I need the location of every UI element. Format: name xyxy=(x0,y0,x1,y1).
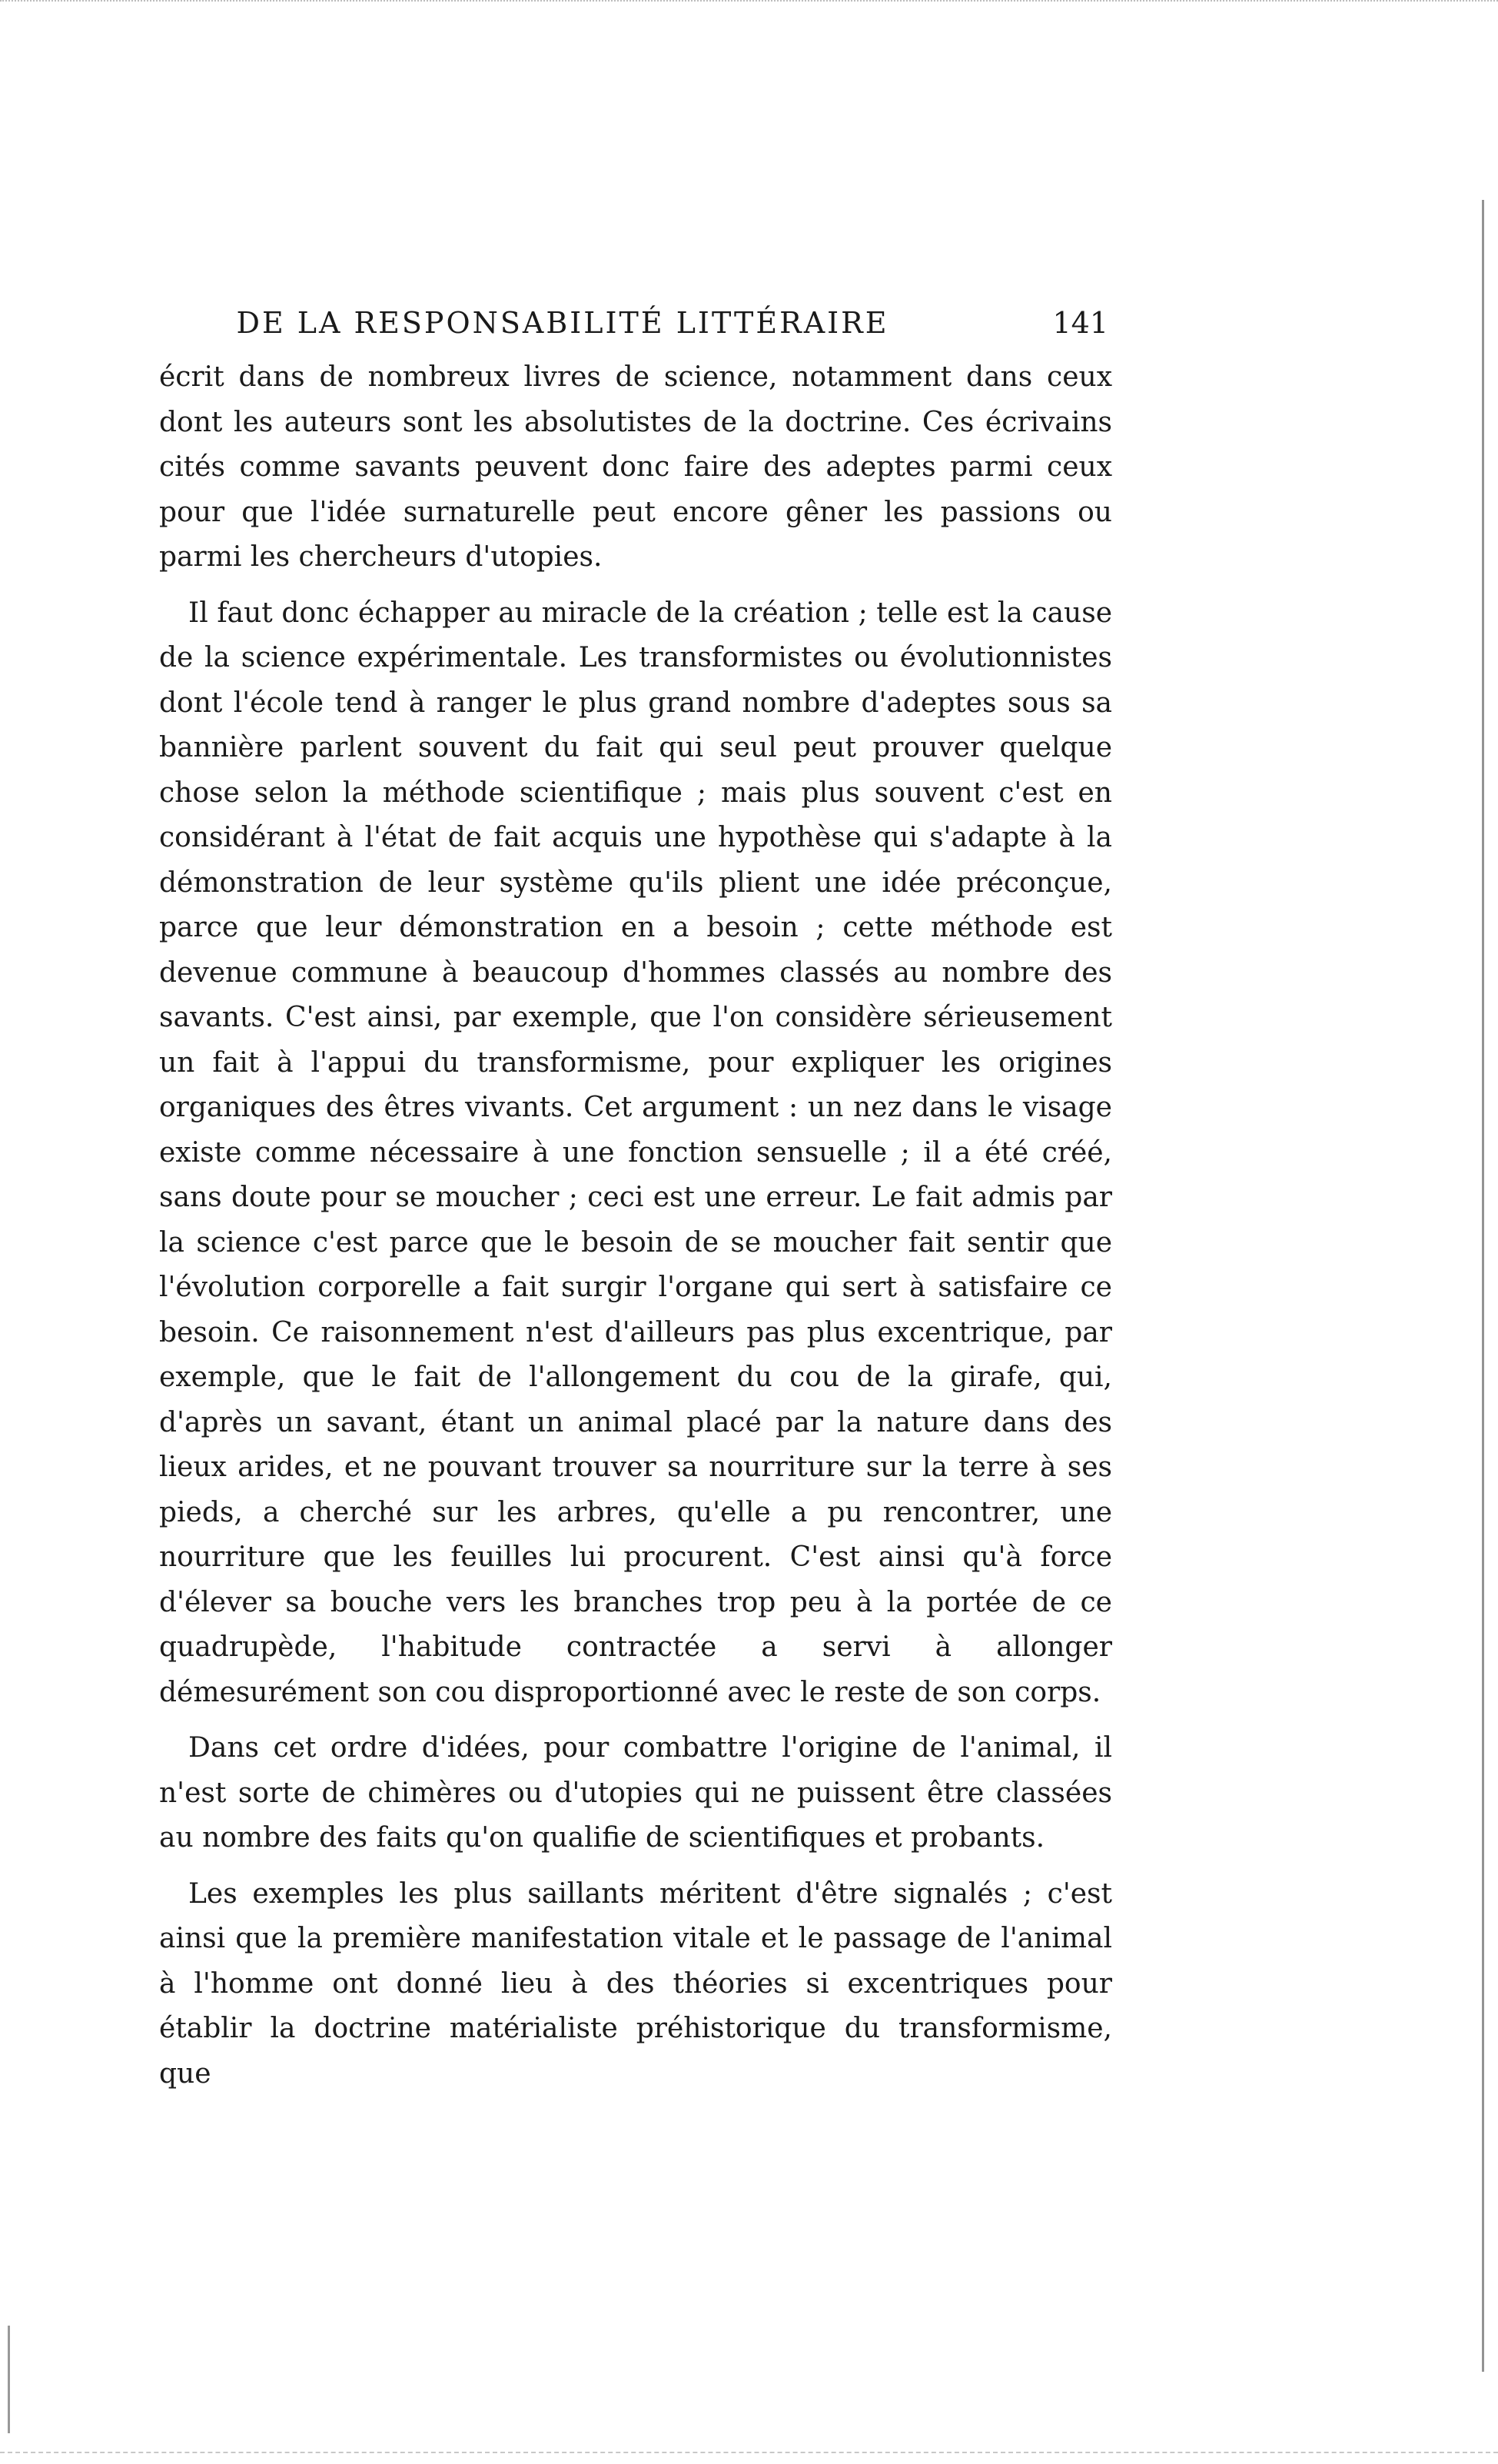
running-title: DE LA RESPONSABILITÉ LITTÉRAIRE xyxy=(236,306,889,340)
scan-top-edge xyxy=(0,0,1498,6)
scan-right-edge xyxy=(1482,200,1484,2372)
paragraph-1: écrit dans de nombreux livres de science, notamment dans ceux dont les auteurs sont les absolutistes de la doctrine. Ces écrivains cités comme savants peuvent donc faire des adeptes parmi ceux pour que l'idée surnaturelle peut encore gêner les passions ou parmi les chercheurs d'utopies. xyxy=(159,361,1112,573)
scan-bottom-edge xyxy=(0,2452,1498,2453)
paragraph-3: Dans cet ordre d'idées, pour combattre l'origine de l'animal, il n'est sorte de chimères ou d'utopies qui ne puissent être classées au nombre des faits qu'on qualifie de scientifiques et probants. xyxy=(159,1732,1112,1854)
body-text xyxy=(159,355,1112,2107)
paragraph-2: Il faut donc échapper au miracle de la création ; telle est la cause de la science expérimentale. Les transformistes ou évolutionnistes dont l'école tend à ranger le plus grand nombre d'adeptes sous sa bannière parlent souvent du fait qui seul peut prouver quelque chose selon la méthode scientifique ; mais plus souvent c'est en considérant à l'état de fait acquis une hypothèse qui s'adapte à la démonstration de leur système qu'ils plient une idée préconçue, parce que leur démonstration en a besoin ; cette méthode est devenue commune à beaucoup d'hommes classés au nombre des savants. C'est ainsi, par exemple, que l'on considère sérieusement un fait à l'appui du transformisme, pour expliquer les origines organiques des êtres vivants. Cet argument : un nez dans le visage existe comme nécessaire à une fonction sensuelle ; il a été créé, sans doute pour se moucher ; ceci est une erreur. Le fait admis par la science c'est parce que le besoin de se moucher fait sentir que l'évolution corporelle a fait surgir l'organe qui sert à satisfaire ce besoin. Ce raisonnement n'est d'ailleurs pas plus excentrique, par exemple, que le fait de l'allongement du cou de la girafe, qui, d'après un savant, étant un animal placé par la nature dans des lieux arides, et ne pouvant trouver sa nourriture sur la terre à ses pieds, a cherché sur les arbres, qu'elle a pu rencontrer, une nourriture que les feuilles lui procurent. C'est ainsi qu'à force d'élever sa bouche vers les branches trop peu à la portée de ce quadrupède, l'habitude contractée a servi à allonger démesurément son cou disproportionné avec le reste de son corps. xyxy=(159,597,1112,1708)
paragraph-4: Les exemples les plus saillants méritent d'être signalés ; c'est ainsi que la première manifestation vitale et le passage de l'animal à l'homme ont donné lieu à des théories si excentriques pour établir la doctrine matérialiste préhistorique du transformisme, que xyxy=(159,1877,1112,2090)
page-header xyxy=(178,306,1108,352)
scan-left-edge xyxy=(8,2326,10,2433)
page-number: 141 xyxy=(1052,306,1108,340)
